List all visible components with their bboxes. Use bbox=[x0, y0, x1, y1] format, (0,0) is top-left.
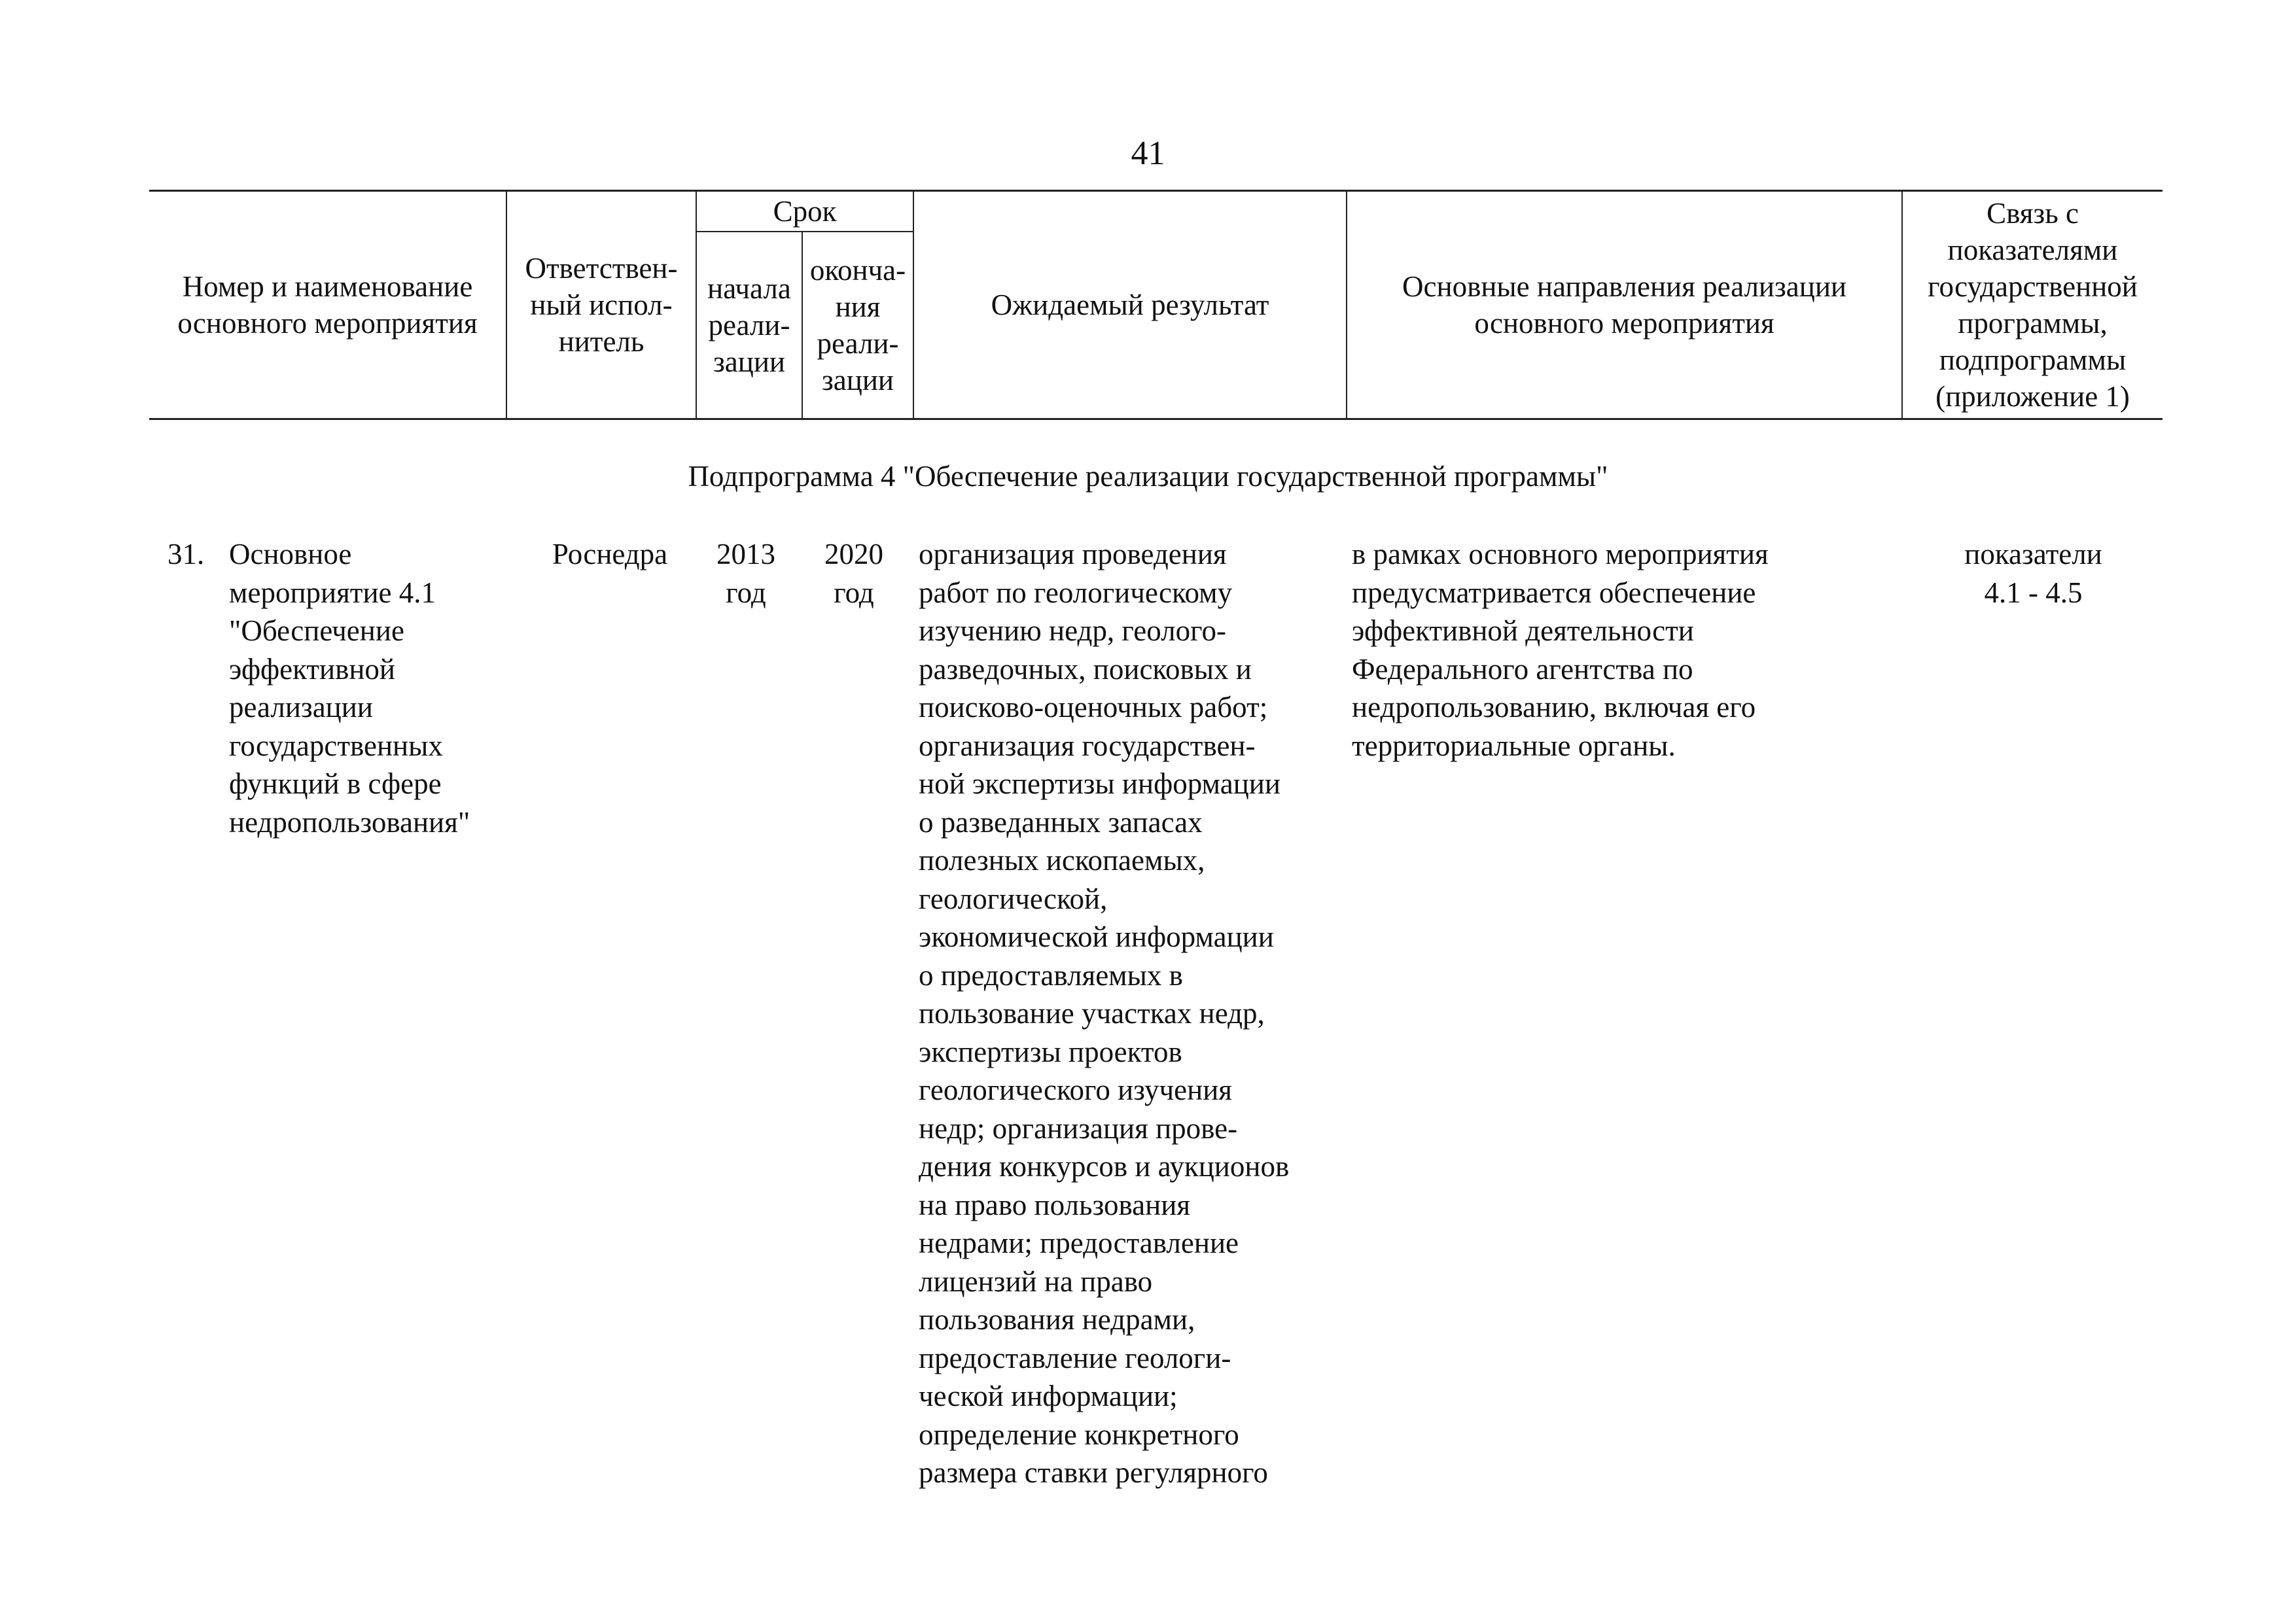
header-result: Ожидаемый результат bbox=[913, 191, 1347, 419]
header-term: Срок bbox=[696, 191, 913, 232]
header-name: Номер и наименование основного мероприятия bbox=[149, 191, 506, 419]
row-directions: в рамках основного мероприятия предусматривается обеспечение эффективной деятельности Федерального агентства по недропользованию, включая его территориальные органы. bbox=[1352, 538, 1769, 762]
row-name: Основное мероприятие 4.1 "Обеспечение эффективной реализации государственных функций в сфере недропользования" bbox=[229, 538, 470, 839]
row-start: 2013 год bbox=[716, 538, 775, 609]
page-number: 41 bbox=[1131, 135, 1165, 172]
table-header bbox=[149, 190, 2163, 420]
subprogram-title: Подпрограмма 4 "Обеспечение реализации государственной программы" bbox=[688, 460, 1608, 493]
header-start: начала реали- зации bbox=[696, 232, 802, 419]
row-number: 31. bbox=[168, 538, 205, 570]
header-end: оконча- ния реали- зации bbox=[802, 232, 913, 419]
header-link: Связь с показателями государственной программы, подпрограммы (приложение 1) bbox=[1902, 191, 2163, 419]
header-directions: Основные направления реализации основного мероприятия bbox=[1347, 191, 1902, 419]
row-result: организация проведения работ по геологическому изучению недр, геолого- разведочных, поисковых и поисково-оценочных работ; организация государствен- ной экспертизы информации о разведанных запасах полезных ископаемых, геологической, экономической информации о предоставляемых в пользование участках недр, экспертизы проектов геологического изучения недр; организация прове- дения конкурсов и аукционов на право пользования недрами; предоставление лицензий на право пользования недрами, предоставление геологи- ческой информации; определение конкретного размера ставки регулярного bbox=[919, 538, 1290, 1489]
header-executor: Ответствен- ный испол- нитель bbox=[506, 191, 696, 419]
row-executor: Роснедра bbox=[552, 538, 668, 570]
row-end: 2020 год bbox=[824, 538, 883, 609]
row-indicators: показатели 4.1 - 4.5 bbox=[1964, 538, 2102, 609]
